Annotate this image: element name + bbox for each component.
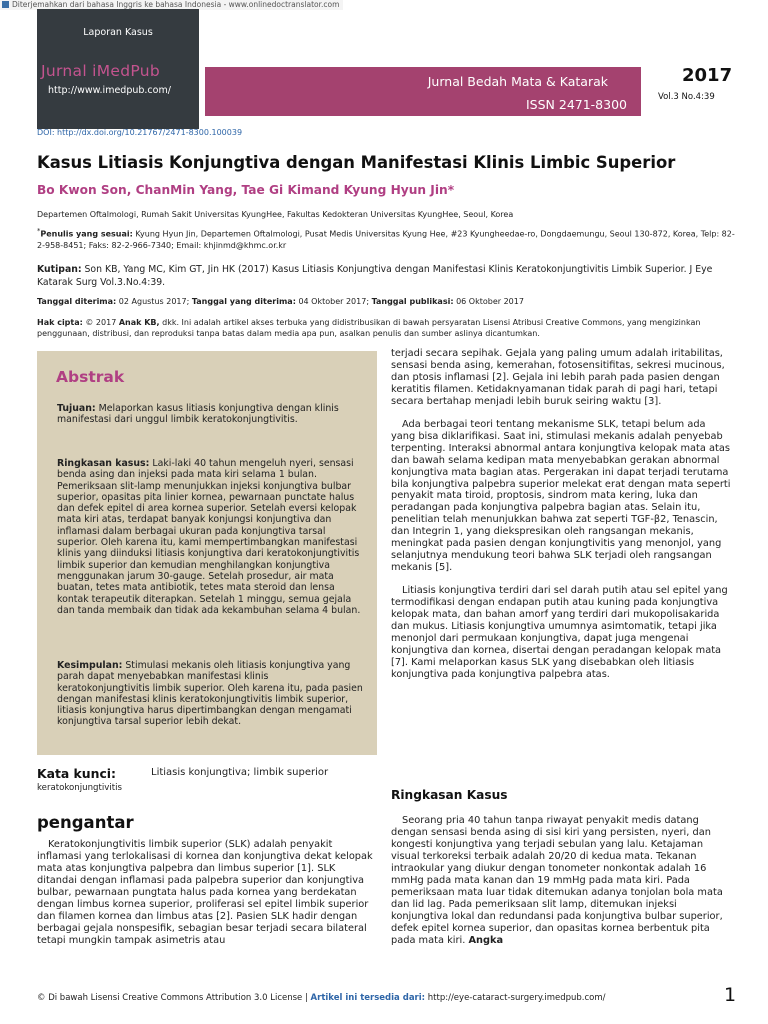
translation-note[interactable]: Diterjemahkan dari bahasa Inggris ke bahasa Indonesia - www.onlinedoctranslator.com xyxy=(0,0,343,10)
abstract-case: Ringkasan kasus: Laki-laki 40 tahun mengeluh nyeri, sensasi benda asing dan injeksi pada mata kiri selama 1 bulan. Pemeriksaan slit-lamp menunjukkan injeksi konjungtiva bulbar superior, opasitas pita linier kornea, pewarnaan punctate halus dan defek epitel di area kornea superior. Setelah eversi kelopak mata kiri atas, terdapat banyak konjungsi konjungtiva dan inflamasi dalam berbagai ukuran pada konjungtiva tarsal superior. Oleh karena itu, kami mempertimbangkan manifestasi klinis yang diinduksi litiasis konjungtiva dari keratokonjungtivitis limbik superior dan kemudian menghilangkan konjungtiva menggunakan jarum 30-gauge. Setelah prosedur, air mata buatan, tetes mata antibiotik, tetes mata steroid dan lensa kontak terapeutik diterapkan. Setelah 1 minggu, semua gejala dan tanda membaik dan tidak ada kekambuhan selama 4 bulan. xyxy=(57,458,361,616)
page-number: 1 xyxy=(724,984,737,1006)
abstract-aim: Tujuan: Melaporkan kasus litiasis konjungtiva dengan klinis manifestasi dari unggul limbik keratokonjungtivitis. xyxy=(57,403,339,426)
keywords-text: Litiasis konjungtiva; limbik superior xyxy=(151,767,329,778)
paragraph: Ada berbagai teori tentang mekanisme SLK, tetapi belum ada yang bisa diklarifikasi. Saat ini, stimulasi mekanis adalah penyebab terpenting. Interaksi abnormal antara konjungtiva kelopak mata atas dan bawah selama kedipan mata menyebabkan gerakan abnormal konjungtiva mata bagian atas. Pergerakan ini dapat terjadi terutama bila konjungtiva palpebra superior melekat erat dengan mata seperti penyakit mata tiroid, proptosis, sindrom mata kering, luka dan peradangan pada konjungtiva palpebra bagian atas. Selain itu, penelitian telah menunjukkan bahwa zat seperti TGF-β2, Tenascin, dan Integrin 1, yang diekspresikan oleh rangsangan mekanis, meningkat pada pasien dengan konjungtivitis yang menonjol, yang selanjutnya mendukung teori bahwa SLK terjadi oleh rangsangan mekanis [5]. xyxy=(391,418,731,574)
keywords-label: Kata kunci: xyxy=(37,766,116,781)
copyright-notice: Hak cipta: © 2017 Anak KB, dkk. Ini adalah artikel akses terbuka yang didistribusikan di bawah persyaratan Lisensi Atribusi Creative Commons, yang mengizinkan penggunaan, distribusi, dan reproduksi tanpa batas dalam media apa pun, asalkan penulis dan sumber aslinya dicantumkan. xyxy=(37,318,701,339)
case-heading: Ringkasan Kasus xyxy=(391,788,508,802)
journal-title: Jurnal Bedah Mata & Katarak xyxy=(427,74,608,89)
journal-brand-box xyxy=(37,9,199,129)
doi-link[interactable]: DOI: http://dx.doi.org/10.21767/2471-8300.100039 xyxy=(37,128,243,137)
corresponding-author: *Penulis yang sesuai: Kyung Hyun Jin, Departemen Oftalmologi, Pusat Medis Universitas Kyung Hee, #23 Kyungheedae-ro, Dongdaemungu, Seoul 130-872, Korea, Telp: 82-2-958-8451; Faks: 82-2-966-7340; Email: khjinmd@khmc.or.kr xyxy=(37,227,735,250)
brand-url[interactable]: http://www.imedpub.com/ xyxy=(48,85,171,96)
article-title: Kasus Litiasis Konjungtiva dengan Manifestasi Klinis Limbic Superior xyxy=(37,153,676,172)
abstract-heading: Abstrak xyxy=(56,368,125,386)
brand-name: Jurnal iMedPub xyxy=(41,62,161,80)
abstract-box xyxy=(37,351,377,755)
case-paragraph: Seorang pria 40 tahun tanpa riwayat penyakit medis datang dengan sensasi benda asing di sisi kiri yang persisten, nyeri, dan kongesti konjungtiva yang terjadi sebulan yang lalu. Ketajaman visual terkoreksi terbaik adalah 20/20 di kedua mata. Tekanan intraokular yang diukur dengan tonometer nonkontak adalah 16 mmHg pada mata kanan dan 19 mmHg pada mata kiri. Pada pemeriksaan mata luar tidak ditemukan adanya tonjolan bola mata dan lid lag. Pada pemeriksaan slit lamp, ditemukan injeksi konjungtiva lokal dan redundansi pada konjungtiva bulbar superior, defek epitel kornea superior, dan opasitas kornea berbentuk pita pada mata kiri. Angka xyxy=(391,815,723,946)
intro-heading: pengantar xyxy=(37,813,134,832)
citation: Kutipan: Son KB, Yang MC, Kim GT, Jin HK (2017) Kasus Litiasis Konjungtiva dengan Manifestasi Klinis Keratokonjungtivitis Limbik Superior. J Eye Katarak Surg Vol.3.No.4:39. xyxy=(37,264,713,289)
keywords-text-continued: keratokonjungtivitis xyxy=(37,783,122,793)
volume-number: Vol.3 No.4:39 xyxy=(658,92,715,102)
affiliation: Departemen Oftalmologi, Rumah Sakit Universitas KyungHee, Fakultas Kedokteran Universitas KyungHee, Seoul, Korea xyxy=(37,210,514,219)
abstract-conclusion: Kesimpulan: Stimulasi mekanis oleh litiasis konjungtiva yang parah dapat menyebabkan manifestasi klinis keratokonjungtivitis limbik superior. Oleh karena itu, pada pasien dengan manifestasi klinis keratokonjungtivitis limbik superior, litiasis konjungtiva harus dipertimbangkan dengan mengamati konjungtiva tarsal superior lebih dekat. xyxy=(57,660,363,728)
right-column-top xyxy=(391,348,731,681)
footer: © Di bawah Lisensi Creative Commons Attribution 3.0 License | Artikel ini tersedia dari: http://eye-cataract-surgery.imedpub.com/ xyxy=(37,993,606,1003)
intro-paragraph: Keratokonjungtivitis limbik superior (SLK) adalah penyakit inflamasi yang terlokalisasi di kornea dan konjungtiva dekat kelopak mata atas konjungtiva palpebra dan limbus superior [1]. SLK ditandai dengan inflamasi pada palpebra superior dan konjungtiva bulbar, pewarnaan pungtata halus pada kornea yang berdekatan dengan limbus kornea superior, proliferasi sel epitel limbik superior dan filamen kornea dan limbus atas [2]. Pasien SLK hadir dengan berbagai gejala nonspesifik, sebagian besar terjadi secara bilateral tetapi mungkin tampak asimetris atau xyxy=(37,839,373,946)
paragraph: Litiasis konjungtiva terdiri dari sel darah putih atau sel epitel yang termodifikasi dengan endapan putih atau kuning pada konjungtiva kelopak mata, dan bahan amorf yang terdiri dari mukopolisakarida dan mukus. Litiasis konjungtiva umumnya asimtomatik, tetapi jika menonjol dari permukaan konjungtiva, dapat juga mengenai konjungtiva dan kornea, disertai dengan peradangan kelopak mata [7]. Kami melaporkan kasus SLK yang disebabkan oleh litiasis konjungtiva pada konjungtiva palpebra atas. xyxy=(391,585,728,680)
article-dates: Tanggal diterima: 02 Agustus 2017; Tanggal yang diterima: 04 Oktober 2017; Tanggal publikasi: 06 Oktober 2017 xyxy=(37,297,524,306)
translator-icon xyxy=(2,1,9,8)
paragraph: terjadi secara sepihak. Gejala yang paling umum adalah iritabilitas, sensasi benda asing, kemerahan, fotosensitifitas, sekresi mucinous, dan ptosis inflamasi [2]. Gejala ini lebih parah pada pasien dengan keratitis filamen. Ketidaknyamanan tidak parah di pagi hari, tetapi secara bertahap menjadi lebih buruk seiring waktu [3]. xyxy=(391,348,725,407)
authors: Bo Kwon Son, ChanMin Yang, Tae Gi Kimand Kyung Hyun Jin* xyxy=(37,183,455,197)
year: 2017 xyxy=(682,65,733,86)
journal-title-bar xyxy=(205,67,641,116)
report-type: Laporan Kasus xyxy=(83,27,153,38)
issn: ISSN 2471-8300 xyxy=(525,97,627,112)
footer-url[interactable]: http://eye-cataract-surgery.imedpub.com/ xyxy=(427,993,606,1003)
